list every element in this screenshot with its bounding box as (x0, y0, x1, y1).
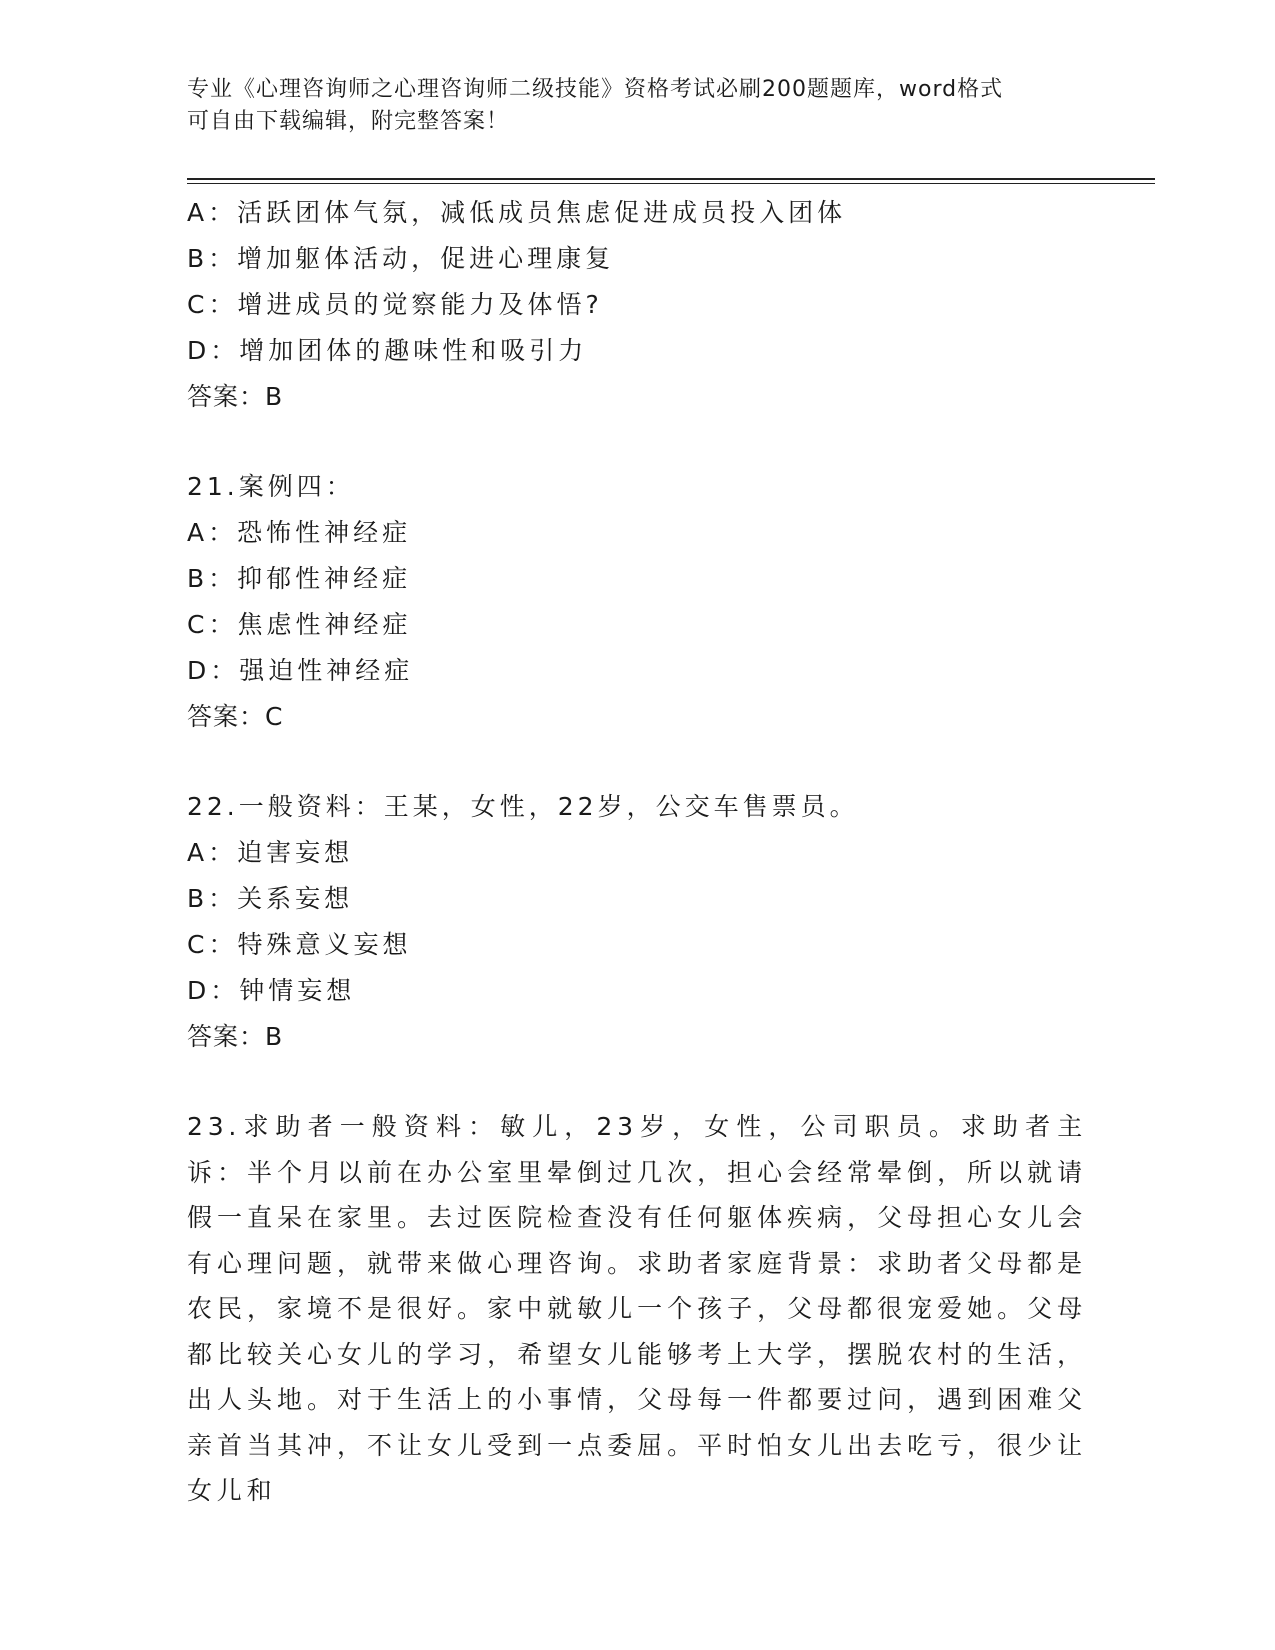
question-stem: 21.案例四： (187, 472, 355, 501)
answer-line: 答案：C (187, 702, 284, 731)
option-b: B：增加躯体活动，促进心理康复 (187, 244, 615, 273)
question-stem-paragraph: 23.求助者一般资料：敏儿，23岁，女性，公司职员。求助者主诉：半个月以前在办公室里晕倒过几次，担心会经常晕倒，所以就请假一直呆在家里。去过医院检查没有任何躯体疾病，父母担心女儿会有心理问题，就带来做心理咨询。求助者家庭背景：求助者父母都是农民，家境不是很好。家中就敏儿一个孩子，父母都很宠爱她。父母都比较关心女儿的学习，希望女儿能够考上大学，摆脱农村的生活，出人头地。对于生活上的小事情，父母每一件都要过问，遇到困难父亲首当其冲，不让女儿受到一点委屈。平时怕女儿出去吃亏，很少让女儿和 (187, 1112, 1087, 1505)
option-b: B：抑郁性神经症 (187, 564, 412, 593)
option-c: C：增进成员的觉察能力及体悟? (187, 290, 603, 319)
option-b: B：关系妄想 (187, 884, 354, 913)
document-body (187, 190, 1087, 1514)
answer-line: 答案：B (187, 1022, 284, 1051)
option-a: A：活跃团体气氛，减低成员焦虑促进成员投入团体 (187, 198, 847, 227)
question-21 (187, 464, 1087, 740)
header-rule-thick (187, 178, 1155, 180)
option-d: D：强迫性神经症 (187, 656, 414, 685)
option-c: C：焦虑性神经症 (187, 610, 412, 639)
question-stem: 22.一般资料：王某，女性，22岁，公交车售票员。 (187, 792, 859, 821)
option-d: D：增加团体的趣味性和吸引力 (187, 336, 588, 365)
header-rule-thin (187, 183, 1155, 184)
option-a: A：迫害妄想 (187, 838, 354, 867)
option-d: D：钟情妄想 (187, 976, 356, 1005)
question-block-previous (187, 190, 1087, 420)
option-a: A：恐怖性神经症 (187, 518, 412, 547)
document-header: 专业《心理咨询师之心理咨询师二级技能》资格考试必刷200题题库，word格式 可自由下载编辑，附完整答案！ (187, 77, 1004, 134)
question-23 (187, 1104, 1087, 1514)
question-22 (187, 784, 1087, 1060)
answer-line: 答案：B (187, 382, 284, 411)
option-c: C：特殊意义妄想 (187, 930, 412, 959)
